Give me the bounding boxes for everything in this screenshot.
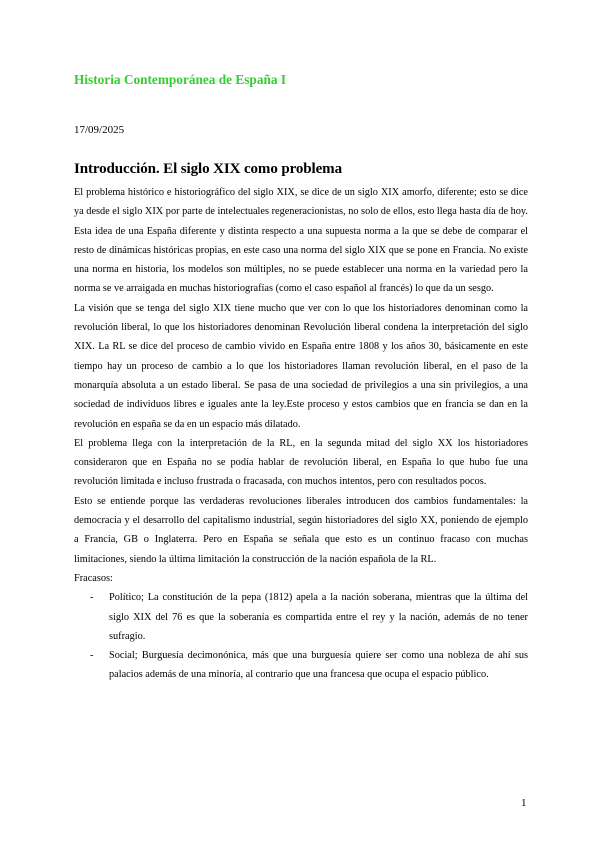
list-item-text: Político; La constitución de la pepa (1812) apela a la nación soberana, mientras que la última del siglo XIX del 76 es que la soberanía es compartida entre el rey y la nación, además de no tener sufragio. <box>109 592 528 642</box>
section-introduccion <box>74 161 528 685</box>
list-item-text: Social; Burguesía decimonónica, más que una burguesía quiere ser como una nobleza de ahí sus palacios además de una minoría, al contrario que una francesa que ocupa el espacio público. <box>109 650 528 681</box>
paragraph: La visión que se tenga del siglo XIX tiene mucho que ver con lo que los historiadores denominan como la revolución liberal, lo que los historiadores denominan Revolución liberal condena la interpretación del siglo XIX. La RL se dice del proceso de cambio vivido en España entre 1808 y los años 30, básicamente en este tiempo hay un proceso de cambio a lo que los historiadores llaman revolución liberal, en el paso de la monarquía absoluta a un estado liberal. Se pasa de una sociedad de privilegios a una sin privilegios, a una sociedad de individuos libres e iguales ante la ley.Este proceso y estos cambios que en francia se dan en la revolución en españa se da en un espacio más dilatado. <box>74 302 528 430</box>
list-item <box>74 646 528 685</box>
document-date: 17/09/2025 <box>74 124 125 136</box>
section-heading: Introducción. El siglo XIX como problema <box>74 161 342 177</box>
bullet-list <box>74 588 528 684</box>
bullet-dash-icon: - <box>90 592 94 604</box>
paragraph: Esto se entiende porque las verdaderas revoluciones liberales introducen dos cambios fundamentales: la democracia y el desarrollo del capitalismo industrial, según historiadores del siglo XX, poniendo de ejemplo a Francia, GB o Inglaterra. Pero en España se señala que esto es un continuo fracaso con muchas limitaciones, siendo la última limitación la construcción de la nación española de la RL. <box>74 495 528 565</box>
document-title: Historia Contemporánea de España I <box>74 72 287 87</box>
paragraph: El problema histórico e historiográfico del siglo XIX, se dice de un siglo XIX amorfo, diferente; esto se dice ya desde el siglo XIX por parte de intelectuales regeneracionistas, no solo de ellos, esto llega hasta día de hoy. <box>74 187 528 218</box>
page-number: 1 <box>521 797 527 809</box>
bullet-dash-icon: - <box>90 650 94 662</box>
paragraph: Esta idea de una España diferente y distinta respecto a una supuesta norma a la que se debe de comparar el resto de dinámicas históricas propias, en este caso una norma del siglo XIX que se pone en Francia. No existe una norma en historia, los modelos son múltiples, no se puede establecer una norma en la variedad pero la norma se ve arraigada en muchas historiografías (como el caso español al francés) lo que da un sesgo. <box>74 225 528 295</box>
paragraph: El problema llega con la interpretación de la RL, en la segunda mitad del siglo XX los historiadores consideraron que en España no se podía hablar de revolución liberal, en España lo que hubo fue una revolución limitada e incluso frustrada o fracasada, con muchos intentos, pero con resultados pocos. <box>74 437 528 488</box>
list-item <box>74 588 528 646</box>
fracasos-label: Fracasos: <box>74 572 113 584</box>
